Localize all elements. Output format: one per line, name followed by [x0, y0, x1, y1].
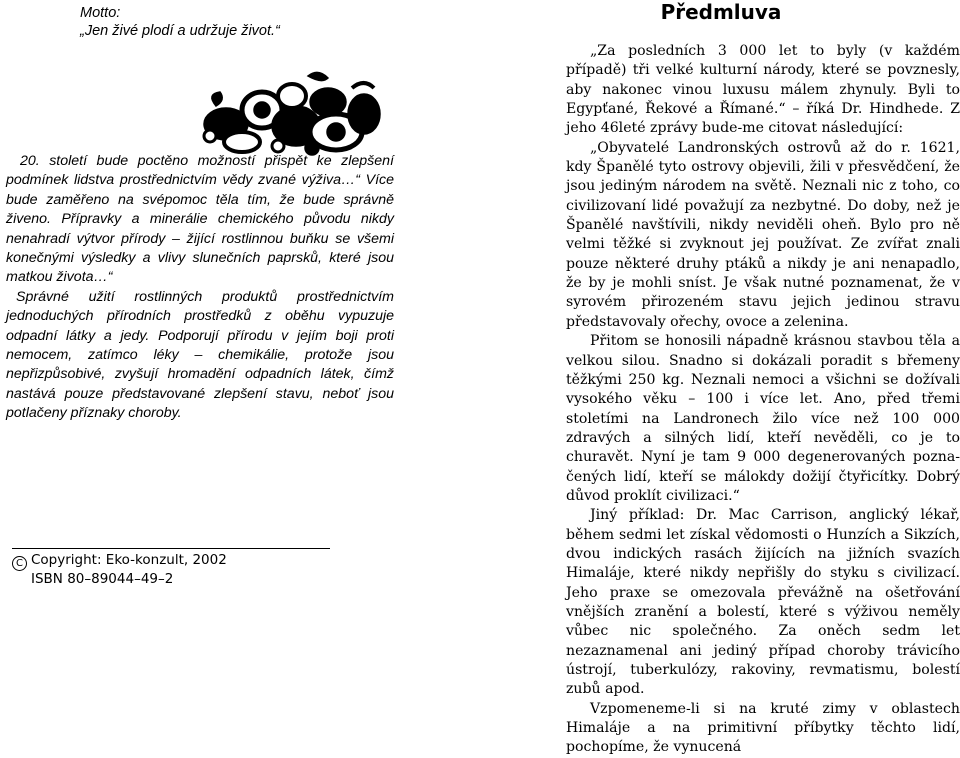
right-paragraph-5: Vzpomeneme-li si na kruté zimy v oblastech Himaláje a na primitivní příbytky těchto lidí, pochopíme, že vynucená — [566, 700, 960, 756]
left-body-text — [6, 152, 394, 424]
fruit-vegetable-illustration — [196, 66, 382, 160]
left-paragraph-2: Správné užití rostlinných produktů prostřednictvím jednoduchých přírodních prostředků z oběhu vypuzuje odpadní látky a jedy. Podporují přírodu v jejím boji proti nemocem, zatímco léky – chemikálie, protože jsou nepřizpůsobivé, zvyšují hromadění odpadních látek, čímž nastává pouze představované zlepšení stavu, neboť jsou potlačeny příznaky choroby. — [6, 288, 394, 422]
left-page — [0, 0, 468, 588]
left-paragraph-1: 20. století bude poctěno možností přispět ke zlepšení podmínek lidstva prostřednictvím vědy zvané výživa…“ Více bude zaměřeno na svépomoc těla tím, že bude správně živeno. Přípravky a minerálie chemického původu nikdy nenahradí výtvor přírody – žijící rostlinnou buňku se všemi konečnými výsledky a vlivy slunečních paprsků, které jsou matkou života…“ — [6, 153, 394, 286]
page-title: Předmluva — [660, 0, 782, 24]
right-paragraph-4: Jiný příklad: Dr. Mac Carrison, anglický lékař, během sedmi let získal vědomosti o Hunzích a Sikzích, dvou indických rasách žijících na jižních svazích Himaláje, které nikdy nepřišly do styku s civilizací. Jeho praxe se omezovala převážně na ošetřování vnějších zranění a bolestí, které s výživou neměly vůbec nic společného. Za oněch sedm let nezaznamenal ani jediný případ choroby trávicího ústrojí, tuberkulózy, rakoviny, revmatismu, bolestí zubů apod. — [566, 507, 960, 698]
copyright-icon: C — [12, 556, 27, 571]
footer-divider — [12, 548, 330, 549]
right-paragraph-1: „Za posledních 3 000 let to byly (v každém případě) tři velké kulturní národy, které se povznesly, aby nakonec vinou luxusu málem zhynuly. Byli to Egypťané, Řekové a Římané.“ – říká Dr. Hindhede. Z jeho 46leté zprávy bude-me citovat následující: — [566, 43, 960, 137]
right-paragraph-3: Přitom se honosili nápadně krásnou stavbou těla a velkou silou. Snadno si dokázali poradit s břemeny těžkými 250 kg. Neznali nemoci a všichni se dožívali vysokého věku – 100 i více let. Ano, před třemi stoletími na Landronech žilo více než 100 000 zdravých a silných lidí, kteří nevěděli, co je to churavět. Nyní je tam 9 000 degenerovaných pozna-čených lidí, kteří se málokdy dožijí čtyřicítky. Dobrý důvod proklít civilizaci.“ — [566, 333, 960, 504]
isbn: ISBN 80–89044–49–2 — [31, 571, 174, 587]
right-paragraph-2: „Obyvatelé Landronských ostrovů až do r. 1621, kdy Španělé tyto ostrovy objevili, žili v přesvědčení, že jsou jediným národem na světě. Neznali nic z toho, co civilizovaní lidé považují za nezbytné. Do doby, než je Španělé navštívili, nikdy neviděli oheň. Bylo pro ně velmi těžké si zvyknout jej používat. Ze zvířat znali pouze některé druhy ptáků a nikdy je ani nenapadlo, že by je mohli sníst. Je však nutné poznamenat, že v syrovém přirozeném stavu jejich jedinou stravu představovaly ořechy, ovoce a zelenina. — [566, 139, 960, 330]
right-page — [482, 0, 960, 756]
motto-text: „Jen živé plodí a udržuje život.“ — [80, 23, 280, 39]
motto — [80, 4, 280, 40]
right-body-text — [566, 42, 960, 758]
motto-label: Motto: — [80, 5, 121, 21]
copyright-text: Copyright: Eko-konzult, 2002 — [31, 552, 227, 568]
copyright-block — [12, 552, 227, 588]
